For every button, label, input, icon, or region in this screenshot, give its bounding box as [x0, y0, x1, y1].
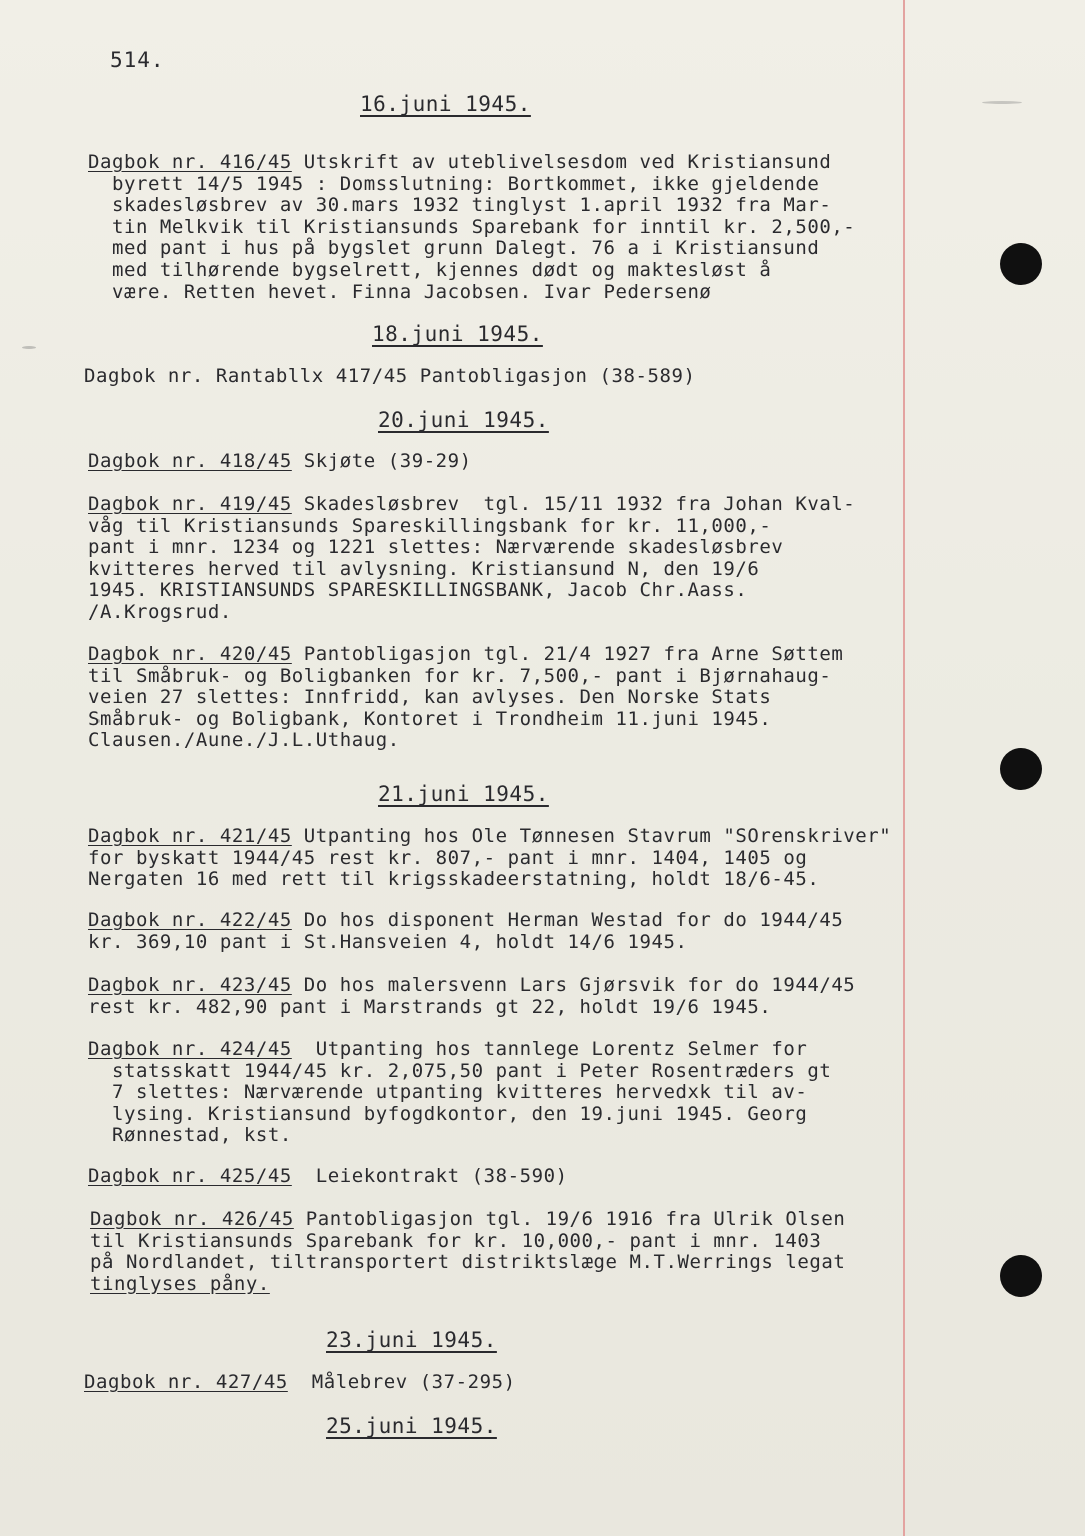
- entry-line: rest kr. 482,90 pant i Marstrands gt 22, holdt 19/6 1945.: [88, 995, 772, 1018]
- entry-line: på Nordlandet, tiltransportert distriktslæge M.T.Werrings legat: [90, 1251, 846, 1274]
- entry-420: [88, 644, 843, 752]
- date-heading: 20.juni 1945.: [378, 408, 549, 432]
- entry-line: 1945. KRISTIANSUNDS SPARESKILLINGSBANK, Jacob Chr.Aass.: [88, 579, 748, 602]
- entry-ref: Dagbok nr. 419/45: [88, 493, 292, 515]
- entry-line: Leiekontrakt (38-590): [291, 1165, 568, 1187]
- entry-line: kr. 369,10 pant i St.Hansveien 4, holdt 14/6 1945.: [88, 930, 688, 953]
- entry-line: Utpanting hos Ole Tønnesen Stavrum "SOrenskriver": [291, 825, 892, 847]
- entry-line: Pantobligasjon tgl. 19/6 1916 fra Ulrik Olsen: [293, 1208, 846, 1230]
- entry-426: [90, 1209, 845, 1295]
- entry-422: [88, 910, 843, 953]
- entry-line: med pant i hus på bygslet grunn Dalegt. 76 a i Kristiansund: [88, 237, 820, 260]
- entry-line: statsskatt 1944/45 kr. 2,075,50 pant i Peter Rosentræders gt: [88, 1059, 832, 1082]
- entry-ref: Dagbok nr. 422/45: [88, 909, 292, 931]
- paper-mark: [982, 101, 1022, 104]
- entry-line: være. Retten hevet. Finna Jacobsen. Ivar Pedersenø: [88, 280, 712, 303]
- entry-line: tin Melkvik til Kristiansunds Sparebank for inntil kr. 2,500,-: [88, 215, 856, 238]
- entry-417: [84, 366, 695, 388]
- margin-rule: [903, 0, 905, 1536]
- entry-line: /A.Krogsrud.: [88, 600, 232, 623]
- entry-line: Rønnestad, kst.: [88, 1124, 292, 1147]
- entry-line: Skjøte (39-29): [291, 450, 472, 472]
- entry-line: til Småbruk- og Boligbanken for kr. 7,500,- pant i Bjørnahaug-: [88, 664, 832, 687]
- entry-ref: Dagbok nr. 425/45: [88, 1165, 292, 1187]
- entry-ref: Dagbok nr. 427/45: [84, 1371, 288, 1393]
- entry-line: Småbruk- og Boligbank, Kontoret i Trondheim 11.juni 1945.: [88, 707, 772, 730]
- entry-line: Do hos malersvenn Lars Gjørsvik for do 1944/45: [291, 974, 856, 996]
- entry-line: 7 slettes: Nærværende utpanting kvitteres hervedxk til av-: [88, 1081, 808, 1104]
- date-heading: 21.juni 1945.: [378, 782, 549, 806]
- entry-line: skadesløsbrev av 30.mars 1932 tinglyst 1.april 1932 fra Mar-: [88, 194, 832, 217]
- entry-line: Målebrev (37-295): [287, 1371, 516, 1393]
- entry-line: Pantobligasjon tgl. 21/4 1927 fra Arne Søttem: [291, 643, 844, 665]
- entry-line: lysing. Kristiansund byfogdkontor, den 19.juni 1945. Georg: [88, 1102, 808, 1125]
- entry-line: til Kristiansunds Sparebank for kr. 10,000,- pant i mnr. 1403: [90, 1229, 822, 1252]
- entry-line: Utskrift av uteblivelsesdom ved Kristiansund: [291, 151, 832, 173]
- entry-418: [88, 451, 472, 473]
- entry-line: Skadesløsbrev tgl. 15/11 1932 fra Johan Kval-: [291, 493, 856, 515]
- date-heading: 25.juni 1945.: [326, 1414, 497, 1438]
- entry-line: pant i mnr. 1234 og 1221 slettes: Nærværende skadesløsbrev: [88, 536, 784, 559]
- entry-line: Do hos disponent Herman Westad for do 1944/45: [291, 909, 844, 931]
- entry-line: kvitteres herved til avlysning. Kristiansund N, den 19/6: [88, 557, 760, 580]
- page-number: 514.: [110, 48, 165, 72]
- entry-ref: Dagbok nr. 426/45: [90, 1208, 294, 1230]
- punch-hole: [1000, 243, 1042, 285]
- entry-ref: Dagbok nr. 416/45: [88, 151, 292, 173]
- entry-line: med tilhørende bygselrett, kjennes dødt og maktesløst å: [88, 258, 772, 281]
- entry-line: byrett 14/5 1945 : Domsslutning: Bortkommet, ikke gjeldende: [88, 172, 820, 195]
- entry-line: veien 27 slettes: Innfridd, kan avlyses. Den Norske Stats: [88, 686, 772, 709]
- entry-423: [88, 975, 855, 1018]
- paper-mark: [22, 346, 36, 349]
- date-heading: 23.juni 1945.: [326, 1328, 497, 1352]
- entry-line: Rantabllx 417/45 Pantobligasjon (38-589): [203, 365, 696, 387]
- entry-line: Clausen./Aune./J.L.Uthaug.: [88, 729, 400, 752]
- entry-ref: Dagbok nr. 421/45: [88, 825, 292, 847]
- entry-425: [88, 1166, 568, 1188]
- entry-line: for byskatt 1944/45 rest kr. 807,- pant i mnr. 1404, 1405 og: [88, 846, 808, 869]
- entry-ref: Dagbok nr. 423/45: [88, 974, 292, 996]
- date-heading: 16.juni 1945.: [360, 92, 531, 116]
- entry-ref: Dagbok nr. 420/45: [88, 643, 292, 665]
- punch-hole: [1000, 1255, 1042, 1297]
- entry-421: [88, 826, 891, 891]
- entry-ref: Dagbok nr.: [84, 365, 204, 387]
- entry-427: [84, 1372, 516, 1394]
- punch-hole: [1000, 748, 1042, 790]
- entry-424: [88, 1039, 831, 1147]
- entry-ref: Dagbok nr. 424/45: [88, 1038, 292, 1060]
- entry-419: [88, 494, 855, 624]
- entry-416: [88, 152, 855, 303]
- entry-line: våg til Kristiansunds Spareskillingsbank for kr. 11,000,-: [88, 514, 772, 537]
- entry-ref: Dagbok nr. 418/45: [88, 450, 292, 472]
- entry-line: Nergaten 16 med rett til krigsskadeerstatning, holdt 18/6-45.: [88, 868, 820, 891]
- date-heading: 18.juni 1945.: [372, 322, 543, 346]
- entry-line: tinglyses påny.: [90, 1272, 270, 1295]
- entry-line: Utpanting hos tannlege Lorentz Selmer for: [291, 1038, 808, 1060]
